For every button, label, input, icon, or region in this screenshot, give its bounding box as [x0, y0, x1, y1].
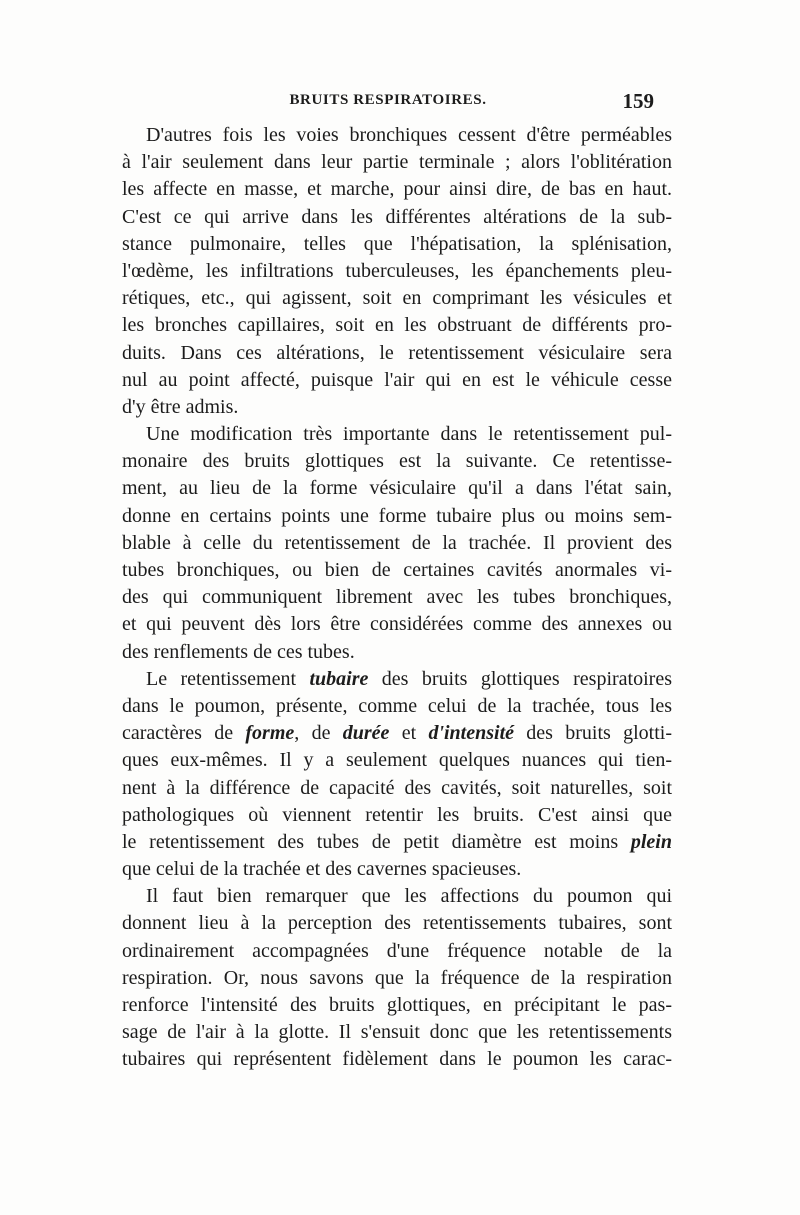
page-number: 159	[622, 89, 654, 113]
text-line: les affecte en masse, et marche, pour ainsi dire, de bas en haut.	[122, 178, 672, 201]
text-run: caractères de	[122, 722, 246, 745]
text-line: nent à la différence de capacité des cavités, soit naturelles, soit	[122, 776, 672, 799]
italic-term-intensite: d'intensité	[428, 722, 515, 745]
text-line: D'autres fois les voies bronchiques cessent d'être perméables	[146, 124, 672, 146]
text-line	[122, 829, 672, 856]
text-run: Le retentissement	[146, 667, 310, 690]
text-line: les bronches capillaires, soit en les obstruant de différents pro-	[122, 314, 672, 337]
text-line: et qui peuvent dès lors être considérées comme des annexes ou	[122, 613, 672, 636]
text-line: des qui communiquent librement avec les tubes bronchiques,	[122, 586, 672, 609]
italic-term-plein: plein	[630, 830, 672, 853]
text-run: des bruits glotti-	[514, 722, 672, 745]
running-head: BRUITS RESPIRATOIRES.	[289, 92, 487, 108]
text-line: que celui de la trachée et des cavernes spacieuses.	[122, 858, 522, 881]
text-line: monaire des bruits glottiques est la suivante. Ce retentisse-	[122, 450, 672, 473]
text-line: des renflements de ces tubes.	[122, 640, 355, 663]
italic-term-tubaire: tubaire	[309, 667, 369, 690]
paragraph-4	[122, 883, 672, 1073]
text-line: ment, au lieu de la forme vésiculaire qu'il a dans l'état sain,	[122, 477, 672, 500]
text-line: donne en certains points une forme tubaire plus ou moins sem-	[122, 504, 672, 527]
text-line: donnent lieu à la perception des retentissements tubaires, sont	[122, 912, 672, 935]
text-run: le retentissement des tubes de petit diamètre est moins	[122, 830, 631, 853]
text-line: Une modification très importante dans le retentissement pul-	[146, 423, 672, 446]
text-line: Il faut bien remarquer que les affections du poumon qui	[146, 885, 672, 908]
text-line: ques eux-mêmes. Il y a seulement quelques nuances qui tien-	[122, 749, 672, 772]
text-line: sage de l'air à la glotte. Il s'ensuit donc que les retentissements	[122, 1021, 672, 1044]
text-line: stance pulmonaire, telles que l'hépatisation, la splénisation,	[122, 232, 672, 255]
text-line: tubes bronchiques, ou bien de certaines cavités anormales vi-	[122, 559, 672, 581]
page-header	[122, 89, 654, 122]
text-line: dans le poumon, présente, comme celui de la trachée, tous les	[122, 694, 672, 717]
text-run: des bruits glottiques respiratoires	[368, 667, 672, 690]
italic-term-forme: forme	[245, 722, 295, 745]
text-run: , de	[294, 722, 343, 745]
text-run: et	[389, 722, 429, 745]
italic-term-duree: durée	[342, 722, 390, 745]
text-line	[122, 720, 672, 747]
text-line: C'est ce qui arrive dans les différentes altérations de la sub-	[122, 205, 672, 228]
body-text	[122, 122, 672, 1074]
text-line: l'œdème, les infiltrations tuberculeuses, les épanchements pleu-	[122, 259, 672, 282]
text-line: d'y être admis.	[122, 395, 239, 418]
text-line: renforce l'intensité des bruits glottiques, en précipitant le pas-	[122, 994, 672, 1016]
text-line: tubaires qui représentent fidèlement dans le poumon les carac-	[122, 1048, 672, 1071]
text-line	[122, 666, 672, 693]
text-line: blable à celle du retentissement de la trachée. Il provient des	[122, 531, 672, 554]
text-line: respiration. Or, nous savons que la fréquence de la respiration	[122, 966, 672, 989]
paragraph-1	[122, 122, 672, 421]
paragraph-3	[122, 666, 672, 884]
text-line: nul au point affecté, puisque l'air qui en est le véhicule cesse	[122, 368, 672, 391]
text-line: ordinairement accompagnées d'une fréquence notable de la	[122, 939, 672, 962]
text-line: rétiques, etc., qui agissent, soit en comprimant les vésicules et	[122, 287, 672, 310]
text-line: duits. Dans ces altérations, le retentissement vésiculaire sera	[122, 341, 672, 364]
paragraph-2	[122, 421, 672, 666]
text-line: à l'air seulement dans leur partie terminale ; alors l'oblitération	[122, 151, 672, 174]
text-line: pathologiques où viennent retentir les bruits. C'est ainsi que	[122, 803, 672, 826]
